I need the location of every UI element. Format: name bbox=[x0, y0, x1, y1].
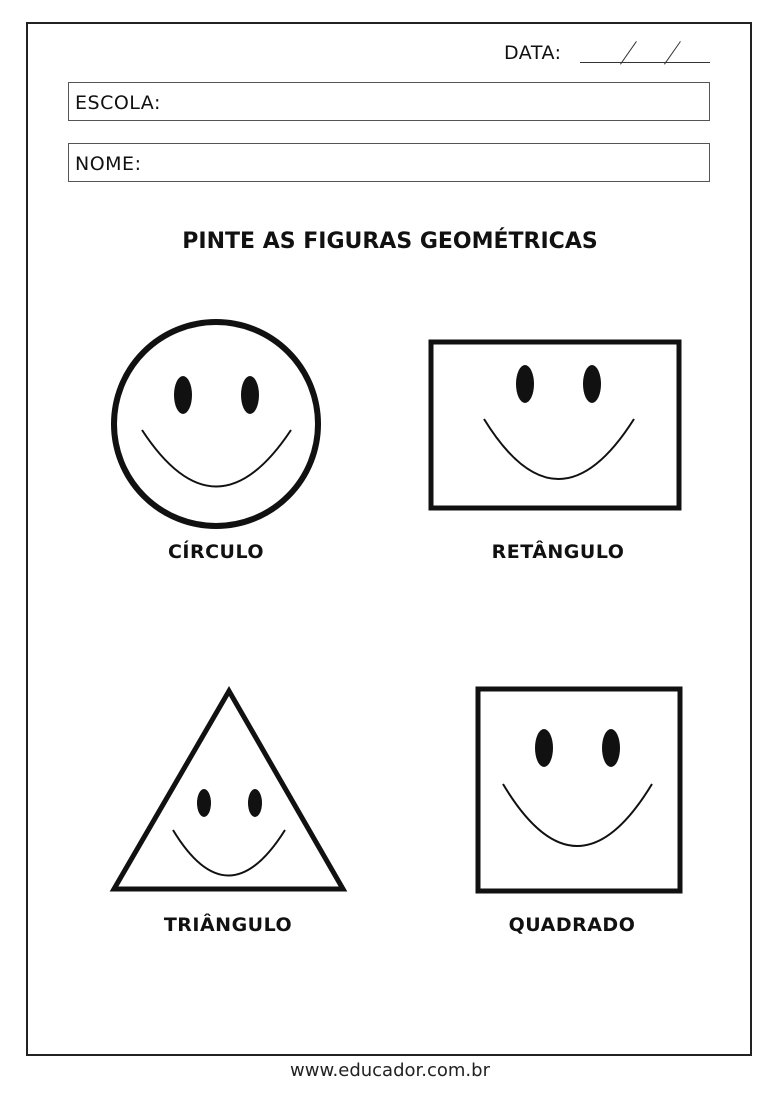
smiley-triangle-icon bbox=[110, 686, 348, 894]
shape-label-square: QUADRADO bbox=[508, 914, 636, 936]
school-label: ESCOLA: bbox=[75, 92, 161, 114]
date-label: DATA: bbox=[504, 42, 562, 64]
smiley-rectangle-icon bbox=[428, 339, 682, 511]
smiley-square-icon bbox=[475, 686, 683, 894]
school-field[interactable] bbox=[68, 82, 710, 121]
date-field-line[interactable] bbox=[580, 62, 710, 63]
shape-label-rectangle: RETÂNGULO bbox=[491, 541, 625, 563]
smiley-circle-icon bbox=[110, 318, 324, 530]
shape-label-triangle: TRIÂNGULO bbox=[163, 914, 293, 936]
worksheet-title: PINTE AS FIGURAS GEOMÉTRICAS bbox=[182, 229, 598, 254]
footer-url[interactable]: www.educador.com.br bbox=[290, 1060, 490, 1081]
shape-label-circle: CÍRCULO bbox=[167, 541, 265, 563]
name-field[interactable] bbox=[68, 143, 710, 182]
name-label: NOME: bbox=[75, 153, 142, 175]
